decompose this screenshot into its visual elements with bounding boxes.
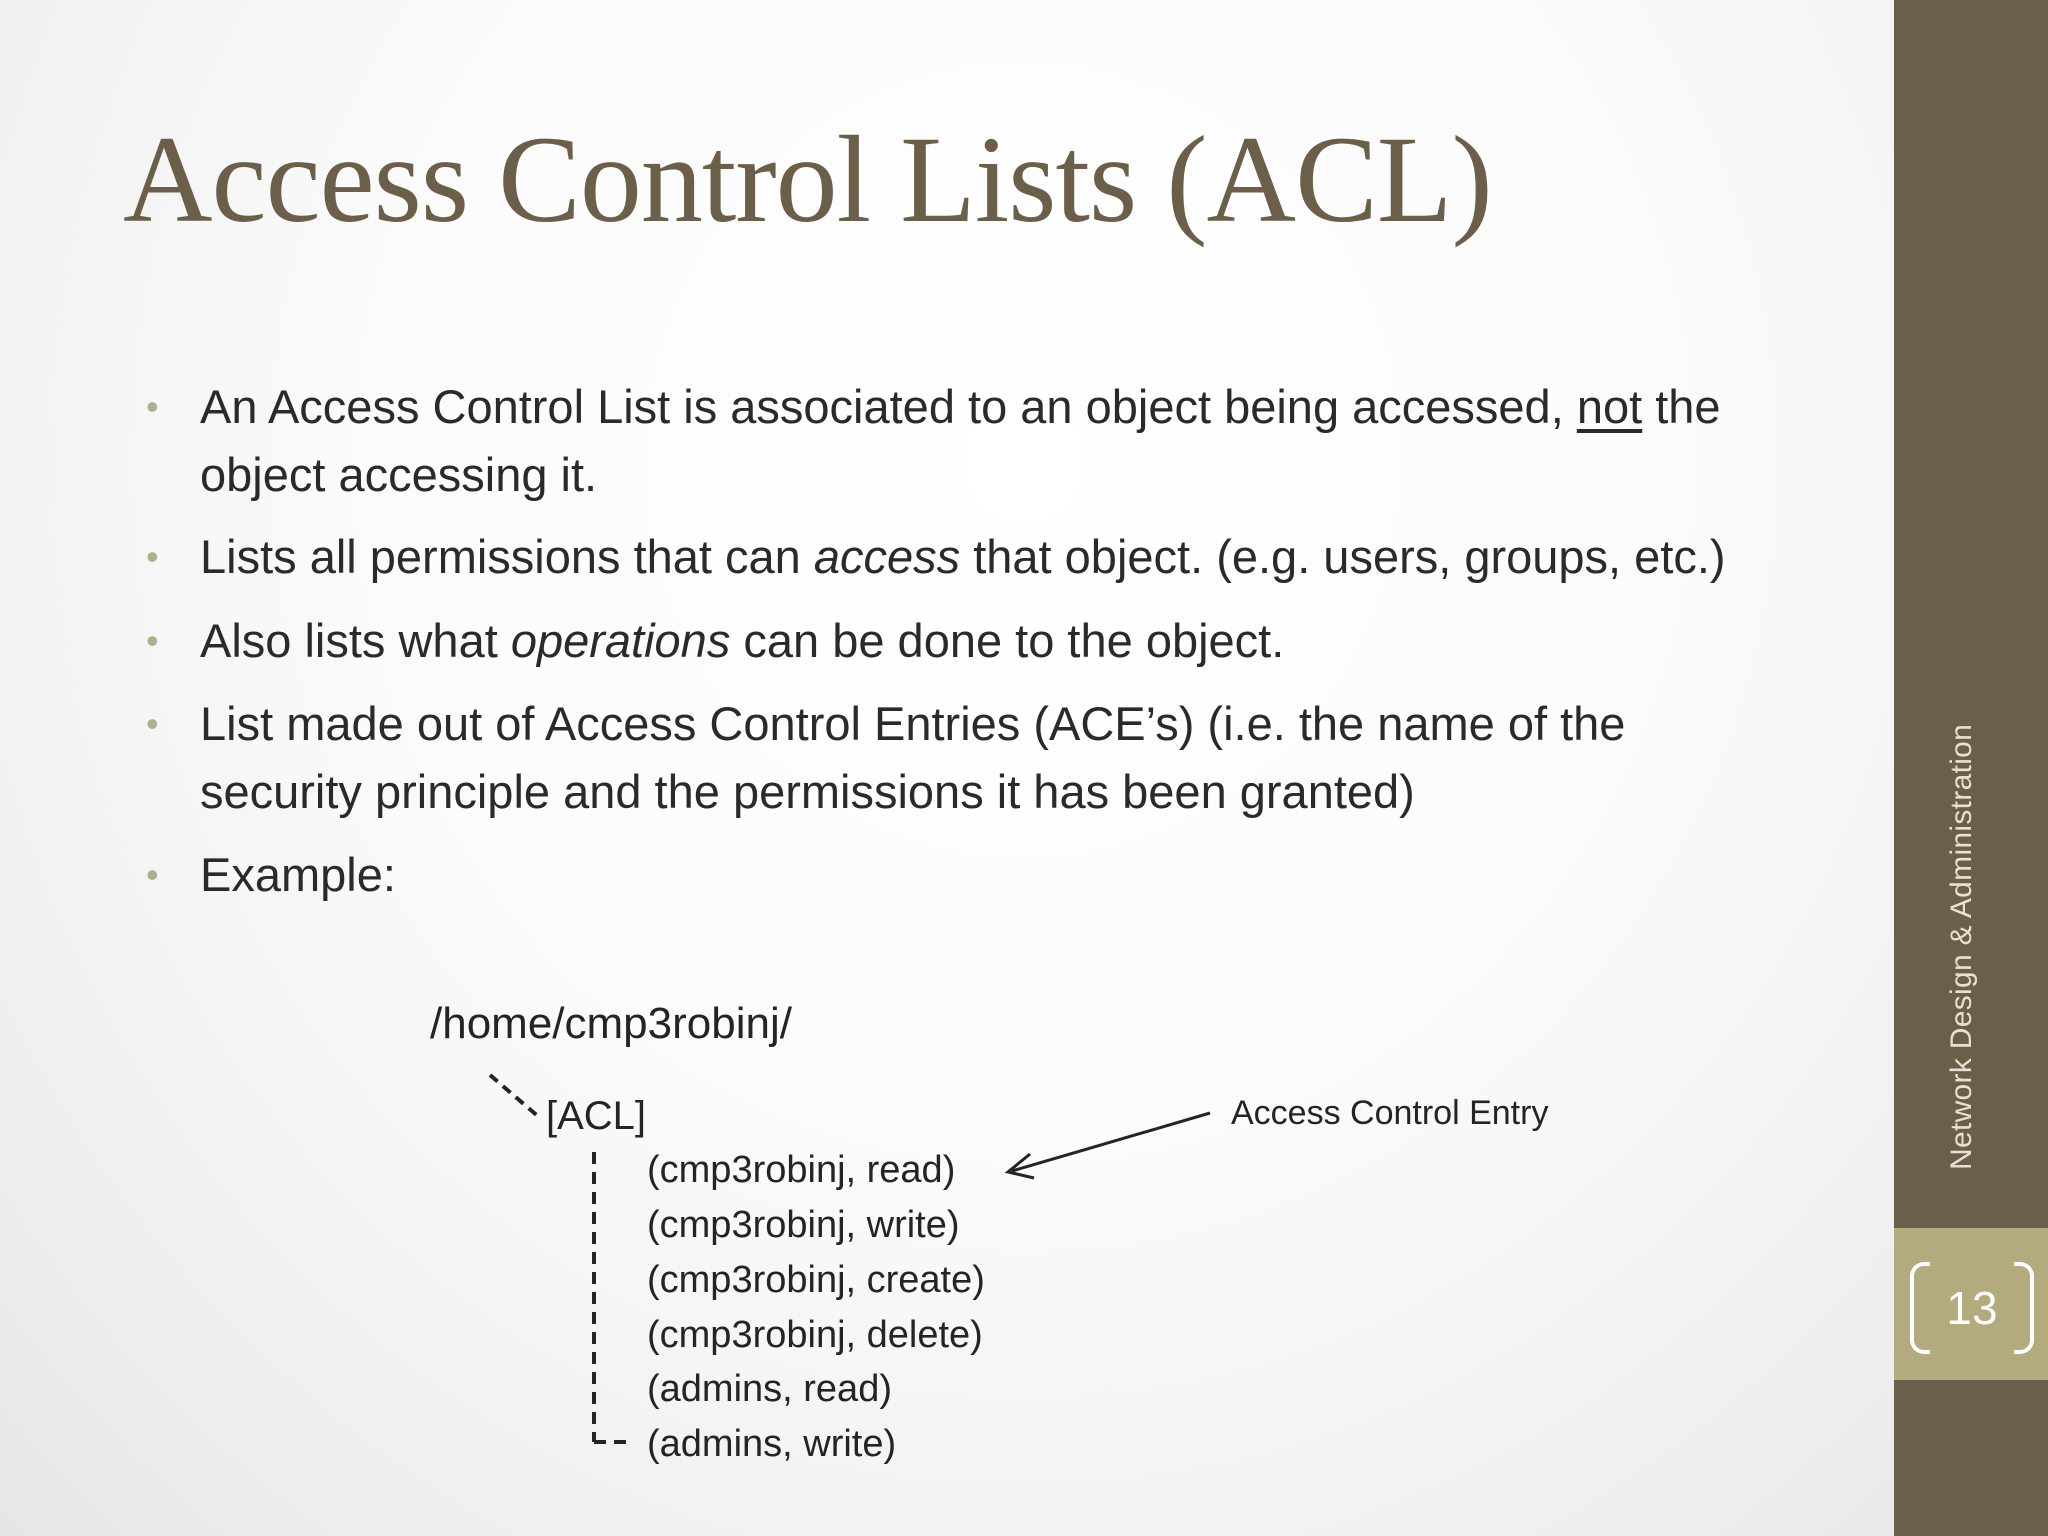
bullet-text: List made out of Access Control Entries (ACE’s) (i.e. the name of the security principle and the permissions it has been granted) xyxy=(200,697,1626,818)
ace-entry: (cmp3robinj, delete) xyxy=(647,1314,983,1356)
bullet-text: Example: xyxy=(200,848,396,901)
bullet-text-part: the object accessing it. xyxy=(200,380,1721,501)
diagonal-dashed-line xyxy=(490,1075,540,1118)
annotation-arrow xyxy=(1008,1113,1210,1178)
slide-title: Access Control Lists (ACL) xyxy=(123,111,1492,248)
arrow-shaft xyxy=(1012,1113,1210,1171)
bullet-dot-icon: • xyxy=(146,620,159,661)
underlined-word: not xyxy=(1576,380,1643,433)
italic-word: operations xyxy=(510,614,731,667)
italic-word: access xyxy=(813,530,961,583)
ace-entry: (cmp3robinj, write) xyxy=(647,1204,960,1246)
bullet-text-part: Lists all permissions that can xyxy=(200,530,814,583)
bullet-text-part: An Access Control List is associated to an object being accessed, xyxy=(200,380,1577,433)
bullet-text-part: Also lists what xyxy=(200,614,511,667)
bullet-text-part: that object. (e.g. users, groups, etc.) xyxy=(960,530,1726,583)
ace-entry: (cmp3robinj, read) xyxy=(647,1149,956,1191)
ace-entry: (cmp3robinj, create) xyxy=(647,1259,985,1301)
acl-label: [ACL] xyxy=(546,1094,647,1138)
bullet-dot-icon: • xyxy=(146,386,159,427)
bullet-dot-icon: • xyxy=(146,536,159,577)
bullet-text-part: can be done to the object. xyxy=(730,614,1285,667)
directory-path: /home/cmp3robinj/ xyxy=(430,999,792,1048)
ace-entry: (admins, write) xyxy=(647,1423,897,1465)
path-to-acl-connector xyxy=(490,1075,540,1118)
ace-entry: (admins, read) xyxy=(647,1368,892,1410)
page-number: 13 xyxy=(1946,1282,1998,1334)
acl-tree-connector xyxy=(594,1152,628,1442)
bullet-dot-icon: • xyxy=(146,703,159,744)
bullet-dot-icon: • xyxy=(146,854,159,895)
arrow-head-icon xyxy=(1008,1154,1034,1178)
footer-text: Network Design & Administration xyxy=(1945,723,1978,1170)
ace-annotation: Access Control Entry xyxy=(1231,1094,1549,1132)
